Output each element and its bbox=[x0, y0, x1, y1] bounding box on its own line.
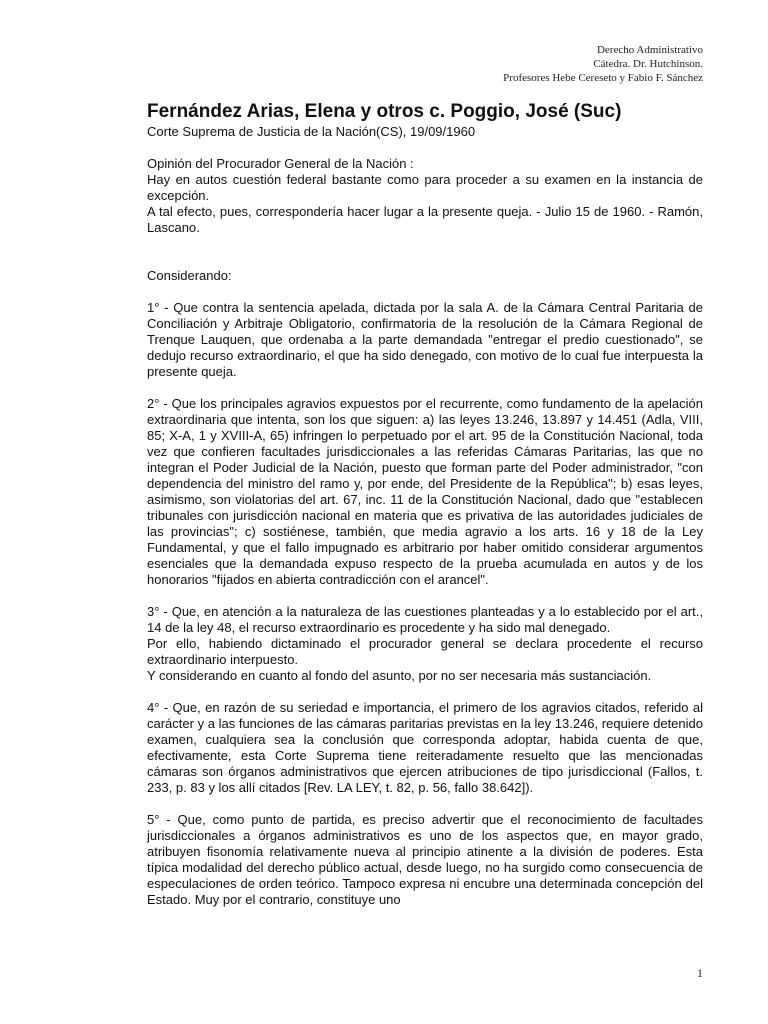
case-title: Fernández Arias, Elena y otros c. Poggio, José (Suc) bbox=[147, 101, 622, 122]
opinion-heading: Opinión del Procurador General de la Nación : bbox=[147, 156, 414, 171]
paragraph-3-text: 3° - Que, en atención a la naturaleza de las cuestiones planteadas y a lo establecido por el art., 14 de la ley 48, el recurso extraordinario es procedente y ha sido mal denegado. bbox=[147, 604, 703, 635]
document-body bbox=[147, 101, 703, 908]
procurador-opinion bbox=[147, 156, 703, 236]
paragraph-3 bbox=[147, 604, 703, 684]
opinion-paragraph: A tal efecto, pues, correspondería hacer lugar a la presente queja. - Julio 15 de 1960. - Ramón, Lascano. bbox=[147, 204, 703, 235]
header-subject: Derecho Administrativo bbox=[596, 44, 703, 56]
paragraph-1: 1° - Que contra la sentencia apelada, dictada por la sala A. de la Cámara Central Paritaria de Conciliación y Arbitraje Obligatorio, confirmatoria de la resolución de la Cámara Regional de Trenque Lauquen, que ordenaba a la parte demandada "entregar el predio cuestionado", se dedujo recurso extraordinario, el que ha sido denegado, con motivo de lo cual fue interpuesta la presente queja. bbox=[147, 300, 703, 379]
page-number: 1 bbox=[697, 966, 703, 980]
header-chair: Cátedra. Dr. Hutchinson. bbox=[593, 58, 703, 70]
paragraph-3-considering: Y considerando en cuanto al fondo del asunto, por no ser necesaria más sustanciación. bbox=[147, 668, 652, 683]
paragraph-4: 4° - Que, en razón de su seriedad e importancia, el primero de los agravios citados, referido al carácter y a las funciones de las cámaras paritarias previstas en la ley 13.246, requiere detenido examen, cualquiera sea la conclusión que corresponda adoptar, habida cuenta de que, efectivamente, esta Corte Suprema tiene reiteradamente resuelto que las mencionadas cámaras son órganos administrativos que ejercen atribuciones de tipo jurisdiccional (Fallos, t. 233, p. 83 y los allí citados [Rev. LA LEY, t. 82, p. 56, fallo 38.642]). bbox=[147, 700, 703, 795]
paragraph-5: 5° - Que, como punto de partida, es preciso advertir que el reconocimiento de facultades jurisdiccionales a órganos administrativos es uno de los aspectos que, en mayor grado, atribuyen fisonomía relativamente nueva al principio atinente a la división de poderes. Esta típica modalidad del derecho público actual, desde luego, no ha surgido como consecuencia de especulaciones de orden teórico. Tampoco expresa ni encubre una determinada concepción del Estado. Muy por el contrario, constituye uno bbox=[147, 812, 703, 907]
opinion-paragraph: Hay en autos cuestión federal bastante como para proceder a su examen en la instancia de excepción. bbox=[147, 172, 703, 203]
header-professors: Profesores Hebe Cereseto y Fabio F. Sánchez bbox=[503, 72, 703, 84]
course-header bbox=[503, 43, 703, 85]
considerando-heading: Considerando: bbox=[147, 268, 232, 283]
paragraph-3-ruling: Por ello, habiendo dictaminado el procurador general se declara procedente el recurso extraordinario interpuesto. bbox=[147, 636, 703, 667]
court-and-date: Corte Suprema de Justicia de la Nación(CS), 19/09/1960 bbox=[147, 124, 476, 139]
paragraph-2: 2° - Que los principales agravios expuestos por el recurrente, como fundamento de la apelación extraordinaria que intenta, son los que siguen: a) las leyes 13.246, 13.897 y 14.451 (Adla, VIII, 85; X-A, 1 y XVIII-A, 65) infringen lo perpetuado por el art. 95 de la Constitución Nacional, toda vez que confieren facultades jurisdiccionales a las referidas Cámaras Paritarias, las que no integran el Poder Judicial de la Nación, puesto que forman parte del Poder administrador, "con dependencia del ministro del ramo y, por ende, del Presidente de la República"; b) esas leyes, asimismo, son violatorias del art. 67, inc. 11 de la Constitución Nacional, dado que "establecen tribunales con jurisdicción nacional en materia que es privativa de las autoridades judiciales de las provincias"; c) sostiénese, también, que media agravio a los arts. 16 y 18 de la Ley Fundamental, y que el fallo impugnado es arbitrario por haber omitido considerar argumentos esenciales que la demandada expuso respecto de la prueba acumulada en autos y de los honorarios "fijados en abierta contradicción con el arancel". bbox=[147, 396, 703, 587]
